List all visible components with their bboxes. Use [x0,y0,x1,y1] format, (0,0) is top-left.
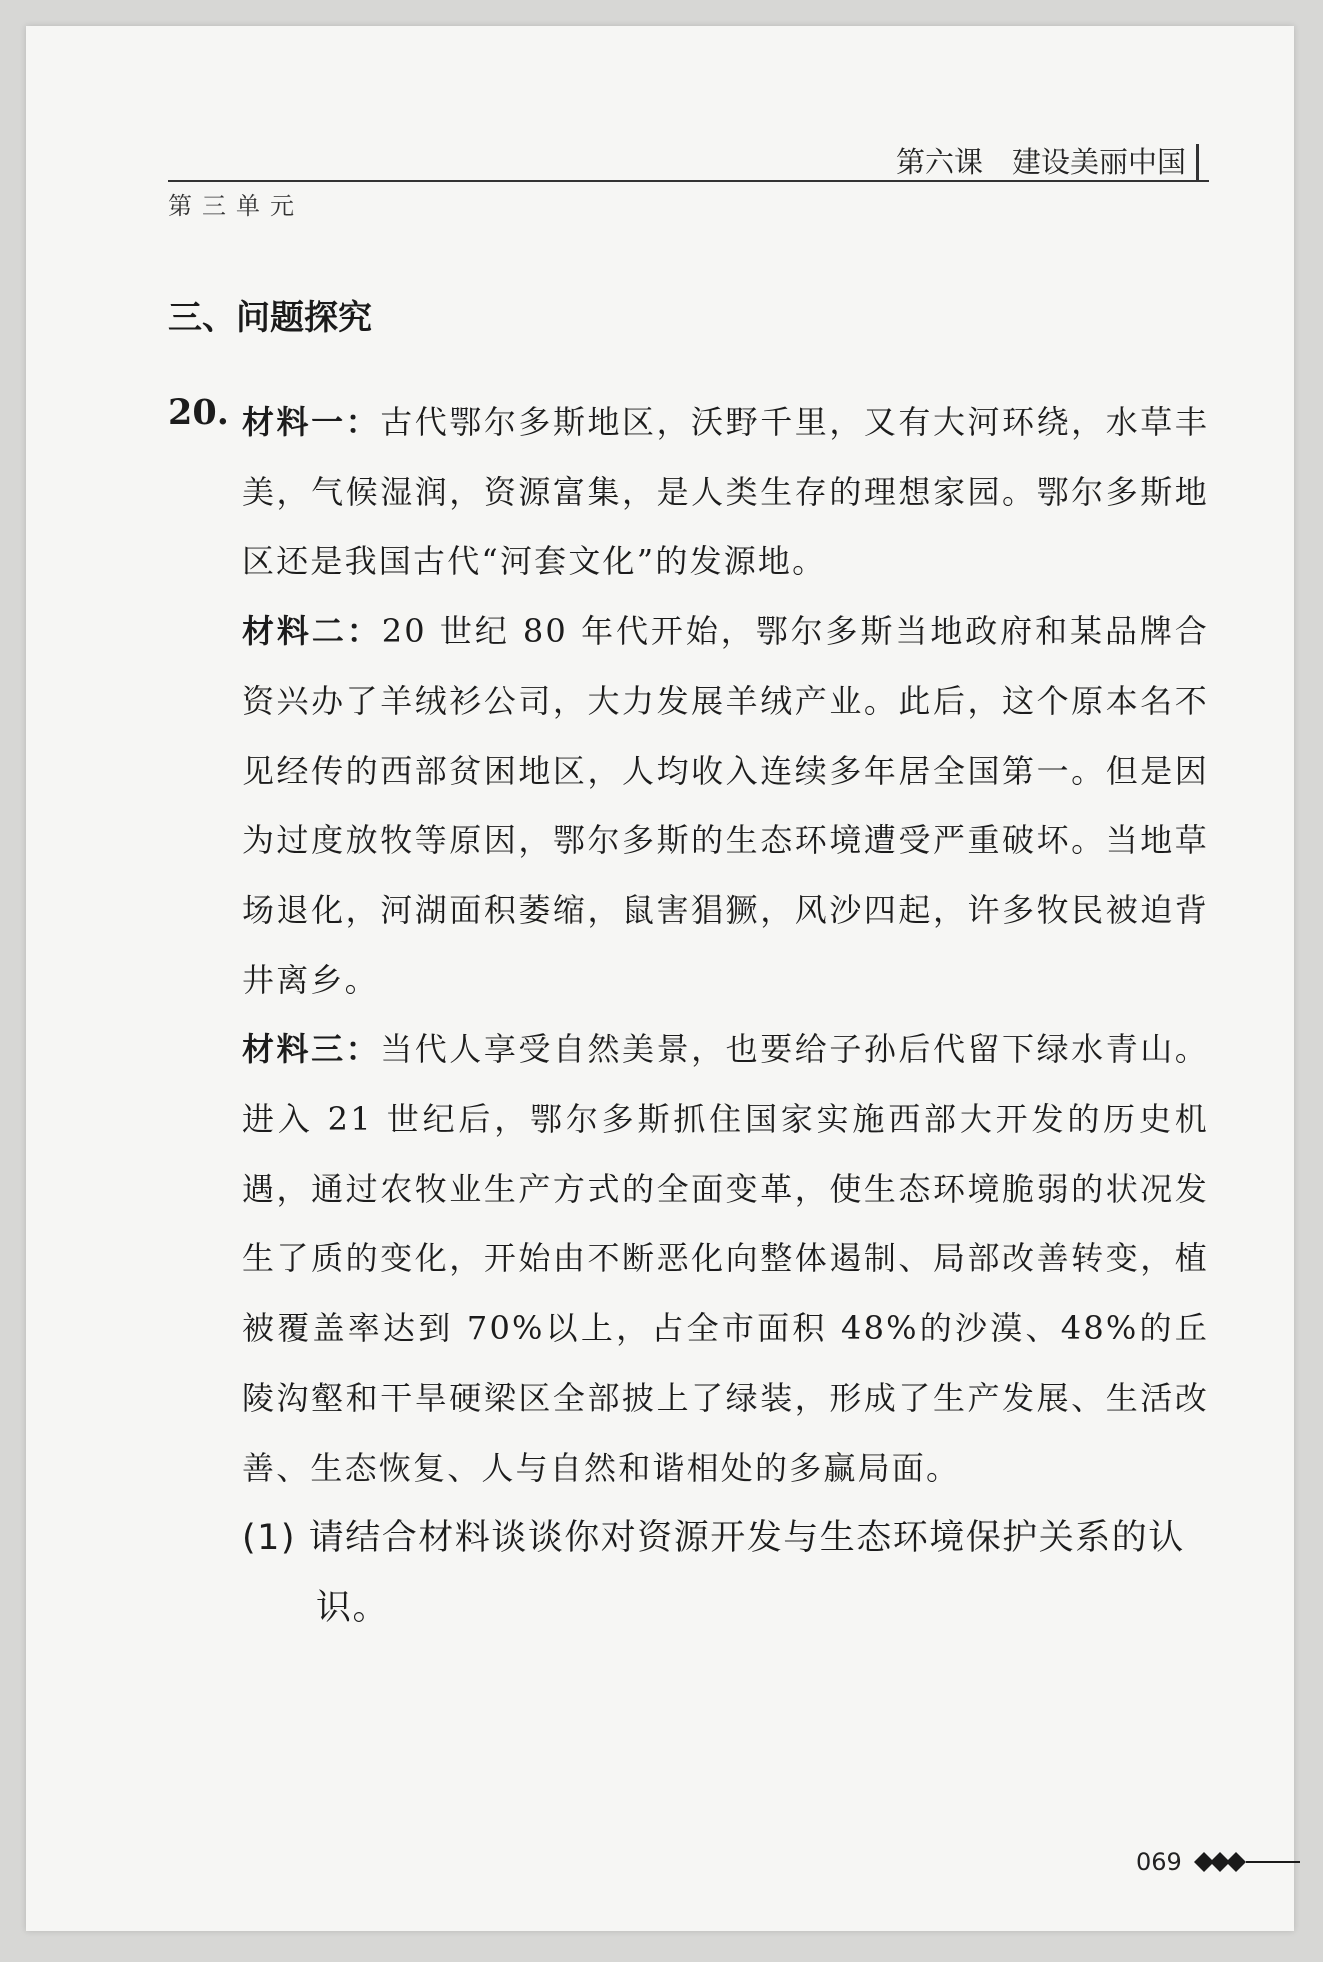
materials [242,388,1209,1503]
running-header-lesson: 第六课 建设美丽中国 [896,144,1199,180]
triple-diamond-icon [1192,1849,1302,1875]
material-2 [242,597,1209,1015]
material-text: 当代人享受自然美景，也要给子孙后代留下绿水青山。进入 21 世纪后，鄂尔多斯抓住国家实施西部大开发的历史机遇，通过农牧业生产方式的全面变革，使生态环境脆弱的状况发生了质的变化，开始由不断恶化向整体遏制、局部改善转变，植被覆盖率达到 70%以上，占全市面积 48%的沙漠、48%的丘陵沟壑和干旱硬梁区全部披上了绿装，形成了生产发展、生活改善、生态恢复、人与自然和谐相处的多赢局面。 [242,1030,1209,1487]
header-rule [168,180,1209,182]
page-number: 069 [1136,1848,1182,1876]
section-title: 三、问题探究 [168,298,372,338]
material-label: 材料三： [242,1030,381,1069]
material-1 [242,388,1209,597]
sub-question-1: (1) 请结合材料谈谈你对资源开发与生态环境保护关系的认识。 [242,1518,1185,1629]
question-number: 20. [168,392,229,433]
material-text: 古代鄂尔多斯地区，沃野千里，又有大河环绕，水草丰美，气候湿润，资源富集，是人类生存的理想家园。鄂尔多斯地区还是我国古代“河套文化”的发源地。 [242,403,1209,581]
textbook-page [26,26,1294,1931]
material-3 [242,1015,1209,1503]
material-label: 材料二： [242,612,382,651]
question-20 [168,388,1209,1643]
material-text: 20 世纪 80 年代开始，鄂尔多斯当地政府和某品牌合资兴办了羊绒衫公司，大力发展羊绒产业。此后，这个原本名不见经传的西部贫困地区，人均收入连续多年居全国第一。但是因为过度放牧等原因，鄂尔多斯的生态环境遭受严重破坏。当地草场退化，河湖面积萎缩，鼠害猖獗，风沙四起，许多牧民被迫背井离乡。 [242,612,1209,999]
page-footer [1136,1848,1302,1876]
material-label: 材料一： [242,403,381,441]
running-header-unit: 第三单元 [168,192,304,220]
